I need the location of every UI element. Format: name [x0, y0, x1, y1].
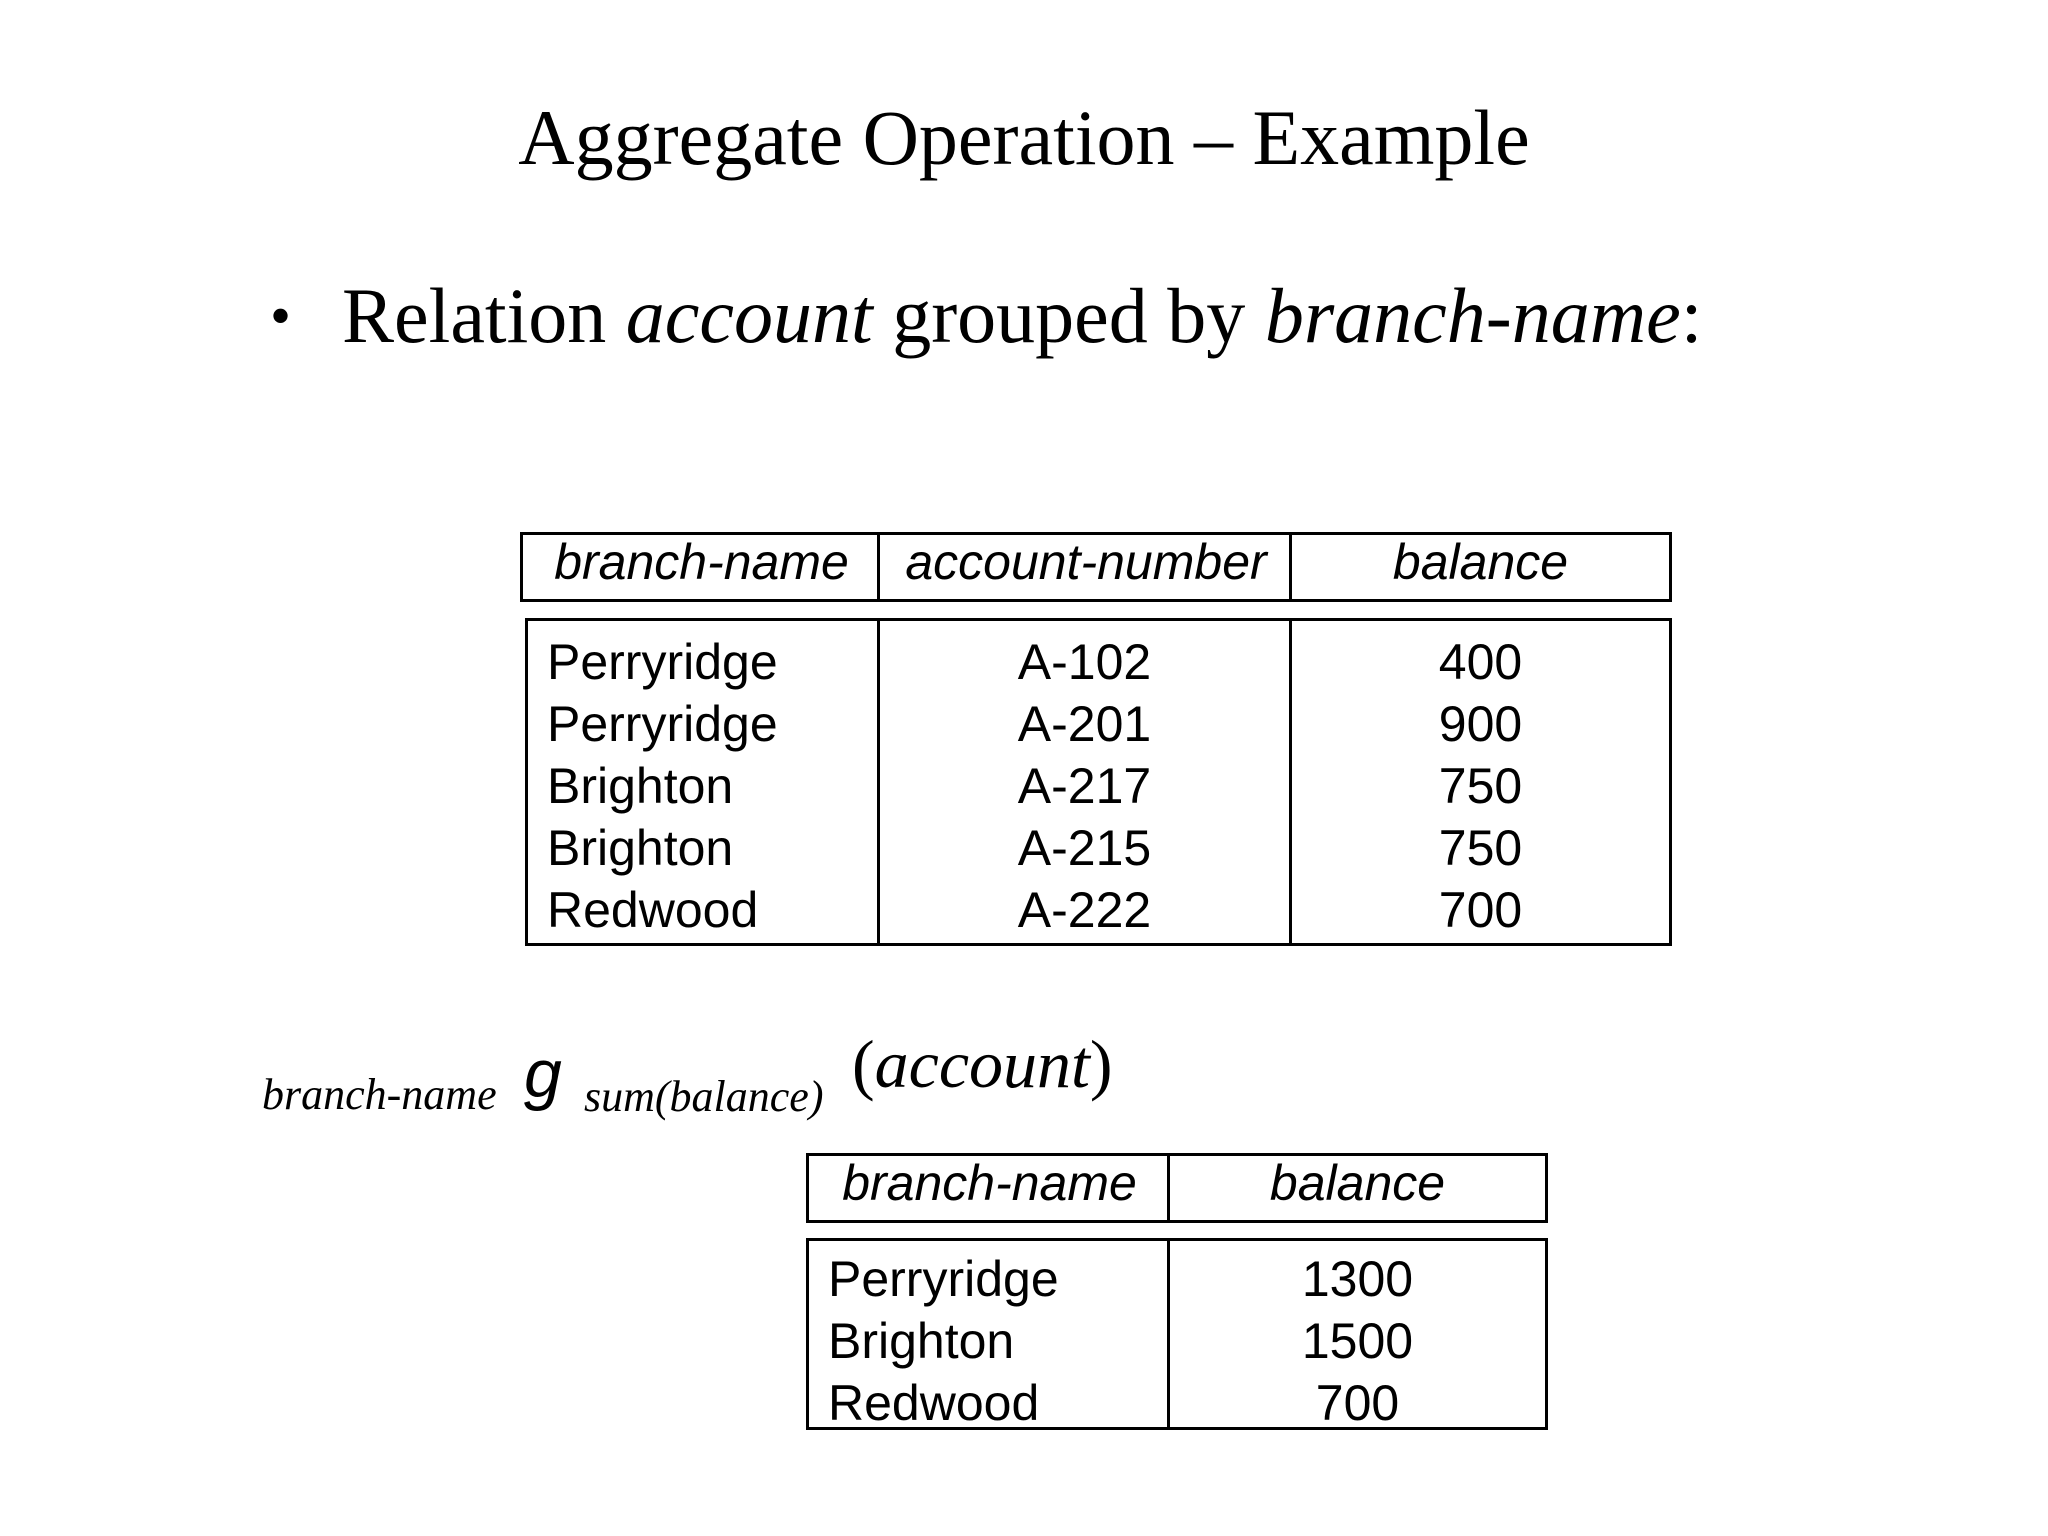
- bullet-suffix: :: [1680, 272, 1703, 359]
- bullet-relation: account: [625, 272, 873, 359]
- balance-column: [1292, 631, 1669, 941]
- bullet-attribute: branch-name: [1264, 272, 1681, 359]
- table-cell: Perryridge: [828, 1251, 1059, 1307]
- table-cell: 750: [1438, 820, 1523, 876]
- aggregate-function: sum(balance): [584, 1072, 824, 1121]
- table-cell: Redwood: [547, 882, 759, 938]
- close-paren: ): [1089, 1026, 1113, 1102]
- table-cell: Brighton: [547, 820, 734, 876]
- header-balance: balance: [1392, 534, 1569, 590]
- expression-relation: [852, 1025, 1113, 1104]
- table-cell: 750: [1438, 758, 1523, 814]
- account-table-body: [525, 618, 1672, 946]
- header-balance: balance: [1269, 1155, 1446, 1211]
- table-cell: 900: [1438, 696, 1523, 752]
- table-cell: Perryridge: [547, 634, 778, 690]
- table-cell: A-102: [1017, 634, 1152, 690]
- table-cell: 700: [1438, 882, 1523, 938]
- table-cell: Brighton: [547, 758, 734, 814]
- group-attribute: branch-name: [262, 1070, 497, 1119]
- table-cell: Redwood: [828, 1375, 1040, 1431]
- relation-name: account: [874, 1026, 1090, 1102]
- table-cell: 1500: [1301, 1313, 1414, 1369]
- result-table-header: [806, 1153, 1548, 1223]
- bullet-middle: grouped by: [872, 272, 1265, 359]
- account-number-column: [880, 631, 1289, 941]
- open-paren: (: [852, 1026, 875, 1102]
- branch-name-column: [828, 1248, 1059, 1434]
- table-cell: A-215: [1017, 820, 1152, 876]
- account-table-header: [520, 532, 1672, 602]
- table-cell: Brighton: [828, 1313, 1015, 1369]
- balance-column: [1170, 1248, 1545, 1434]
- table-cell: A-222: [1017, 882, 1152, 938]
- header-account-number: account-number: [905, 534, 1267, 590]
- header-branch-name: branch-name: [842, 1155, 1137, 1211]
- result-table-body: [806, 1238, 1548, 1430]
- table-cell: A-217: [1017, 758, 1152, 814]
- bullet-dot: •: [270, 283, 292, 349]
- branch-name-column: [547, 631, 778, 941]
- table-cell: 400: [1438, 634, 1523, 690]
- aggregate-operator: g: [524, 1036, 562, 1112]
- bullet-prefix: Relation: [342, 272, 626, 359]
- bullet-text: [342, 270, 1702, 362]
- slide-title: Aggregate Operation – Example: [518, 94, 1530, 181]
- header-branch-name: branch-name: [554, 534, 849, 590]
- table-cell: A-201: [1017, 696, 1152, 752]
- table-cell: Perryridge: [547, 696, 778, 752]
- table-cell: 1300: [1301, 1251, 1414, 1307]
- table-cell: 700: [1315, 1375, 1400, 1431]
